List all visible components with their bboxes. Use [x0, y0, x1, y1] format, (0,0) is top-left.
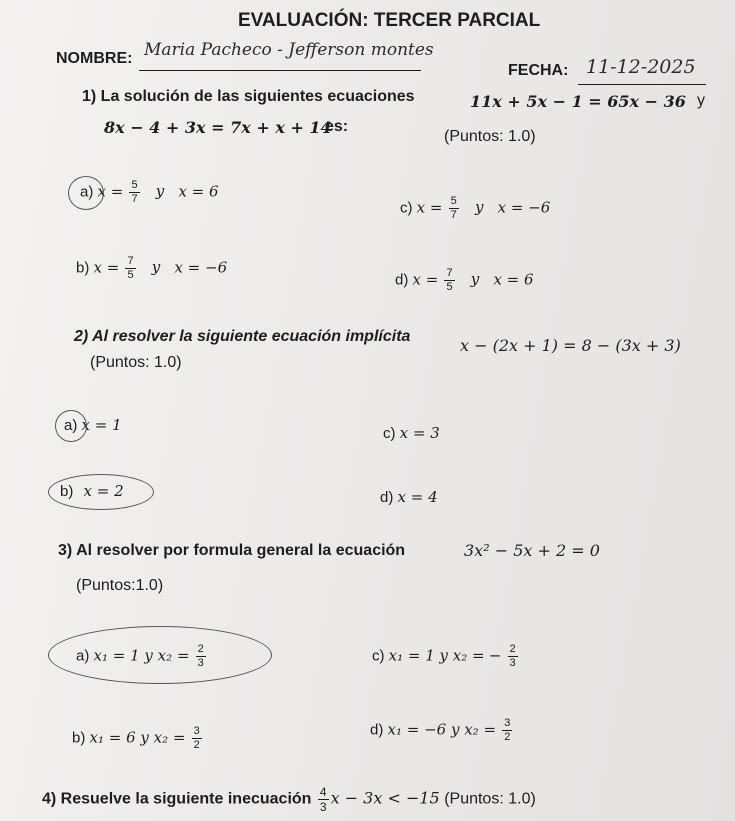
fraction: $\frac{2}{3}$	[509, 643, 516, 669]
q4-stem: 4) Resuelve la siguiente inecuación	[42, 790, 312, 808]
option-letter: b)	[76, 259, 90, 277]
q4-line	[42, 786, 536, 813]
q1-equation-2: 8x − 4 + 3x = 7x + x + 14	[104, 118, 332, 137]
q4-points: (Puntos: 1.0)	[444, 790, 536, 808]
option-letter: c)	[400, 199, 413, 217]
option-lhs: x =	[416, 198, 443, 217]
q2-option-d[interactable]	[380, 488, 438, 506]
q1-es: es:	[325, 118, 349, 135]
option-lhs: x₁ = −6 y x₂ =	[387, 720, 497, 739]
fraction: $\frac{4}{3}$	[319, 785, 327, 814]
q2-answer-circle-a	[55, 410, 87, 442]
option-letter: d)	[380, 489, 394, 506]
option-connector: y	[474, 198, 484, 217]
fraction: $\frac{2}{3}$	[197, 643, 204, 669]
option-rhs: x = 6	[493, 270, 534, 289]
q1-stem: 1) La solución de las siguientes ecuaciones	[82, 88, 415, 105]
option-value: x = 2	[83, 482, 124, 500]
option-connector: y	[155, 182, 165, 201]
option-letter: d)	[370, 721, 384, 739]
q2-equation: x − (2x + 1) = 8 − (3x + 3)	[460, 336, 681, 355]
option-lhs: x₁ = 1 y x₂ =	[93, 646, 190, 665]
q3-equation: 3x² − 5x + 2 = 0	[464, 541, 600, 560]
option-lhs: x =	[97, 182, 124, 201]
option-rhs: x = −6	[174, 258, 228, 277]
q2-answer-circle-b	[48, 474, 154, 510]
option-value: x = 1	[81, 416, 122, 434]
fraction: $\frac{3}{2}$	[193, 725, 200, 751]
option-rhs: x = 6	[178, 182, 219, 201]
q1-option-b[interactable]	[76, 256, 227, 281]
option-lhs: x =	[93, 258, 120, 277]
option-letter: c)	[383, 425, 396, 442]
q3-option-c[interactable]: c) x₁ = 1 y x₂ = − $\frac{2}{3}$	[372, 643, 516, 669]
q3-option-b[interactable]	[72, 726, 204, 751]
option-letter: b)	[72, 729, 86, 747]
date-value: 11-12-2025	[586, 56, 696, 78]
name-underline	[139, 70, 421, 71]
q3-points: (Puntos:1.0)	[76, 577, 164, 594]
fraction: $\frac{5}{7}$	[450, 195, 457, 221]
option-value: x = 4	[397, 488, 438, 506]
q2-points: (Puntos: 1.0)	[90, 354, 182, 371]
q2-option-c[interactable]	[383, 424, 440, 442]
option-lhs: x₁ = 6 y x₂ =	[89, 728, 186, 747]
option-letter: a)	[76, 647, 90, 665]
q3-option-d[interactable]	[370, 718, 514, 743]
option-connector: y	[470, 270, 480, 289]
name-value: Maria Pacheco - Jefferson montes	[144, 40, 434, 60]
q1-connector: y	[697, 92, 705, 109]
q3-answer-circle	[48, 626, 272, 684]
q1-option-c[interactable]	[400, 196, 550, 221]
fraction: $\frac{7}{5}$	[446, 267, 453, 293]
option-lhs: x =	[412, 270, 439, 289]
q2-stem: 2) Al resolver la siguiente ecuación implícita	[74, 328, 411, 345]
option-letter: d)	[395, 271, 409, 289]
fraction: $\frac{7}{5}$	[127, 255, 134, 281]
option-connector: y	[151, 258, 161, 277]
q1-equation-1: 11x + 5x − 1 = 65x − 36	[470, 92, 686, 111]
q1-option-d[interactable]	[395, 268, 534, 293]
option-rhs: x = −6	[497, 198, 551, 217]
q1-points: (Puntos: 1.0)	[444, 128, 536, 145]
option-letter: a)	[64, 417, 78, 434]
name-label: NOMBRE:	[56, 50, 133, 67]
option-lhs: x₁ = 1 y x₂ =	[388, 646, 485, 665]
q4-inequality: x − 3x < −15	[330, 788, 440, 808]
q1-answer-circle	[68, 176, 104, 210]
exam-title: EVALUACIÓN: TERCER PARCIAL	[238, 10, 541, 31]
fraction: $\frac{3}{2}$	[504, 717, 511, 743]
q3-stem: 3) Al resolver por formula general la ecuación	[58, 542, 406, 559]
option-letter: b)	[60, 483, 74, 500]
option-letter: a)	[80, 183, 94, 201]
date-label: FECHA:	[508, 62, 569, 79]
option-value: x = 3	[399, 424, 440, 442]
fraction: $\frac{5}{7}$	[131, 179, 138, 205]
date-underline	[578, 84, 706, 85]
option-letter: c)	[372, 647, 385, 665]
